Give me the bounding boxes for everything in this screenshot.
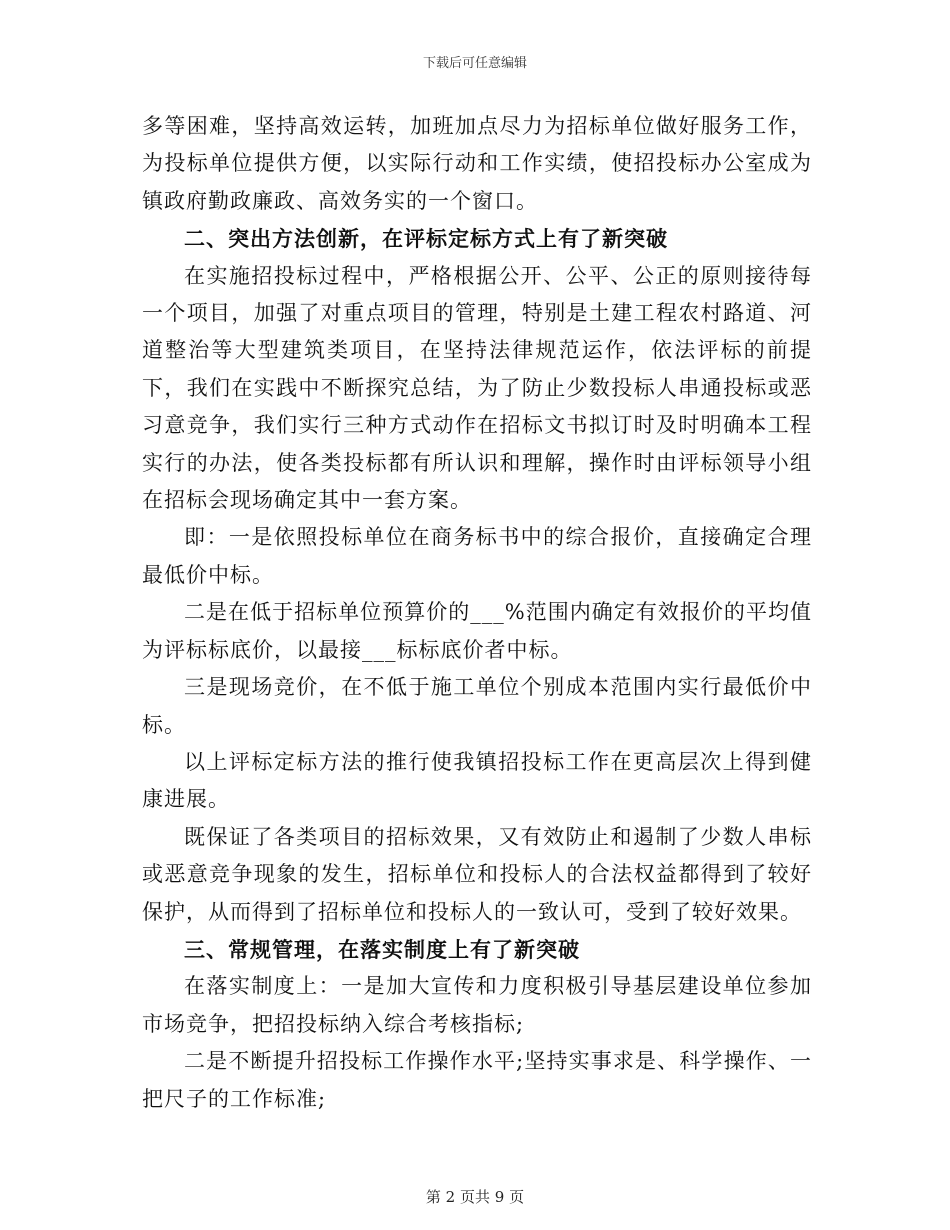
page-header: 下载后可任意编辑 [422,56,527,71]
section-heading-2: 二、突出方法创新，在评标定标方式上有了新突破 [184,226,668,252]
paragraph-continued: 多等困难，坚持高效运转，加班加点尽力为招标单位做好服务工作，为投标单位提供方便，以实际行动和工作实绩，使招投标办公室成为镇政府勤政廉政、高效务实的一个窗口。 [142,114,812,213]
document-body [142,108,812,1118]
paragraph: 三是现场竞价，在不低于施工单位个别成本范围内实行最低价中标。 [142,675,812,737]
paragraph: 既保证了各类项目的招标效果，又有效防止和遏制了少数人串标或恶意竞争现象的发生，招标单位和投标人的合法权益都得到了较好保护，从而得到了招标单位和投标人的一致认可，受到了较好效果。 [142,824,812,924]
paragraph: 以上评标定标方法的推行使我镇招投标工作在更高层次上得到健康进展。 [142,749,812,812]
paragraph: 二是不断提升招投标工作操作水平;坚持实事求是、科学操作、一把尺子的工作标准; [142,1049,812,1111]
paragraph: 在实施招投标过程中，严格根据公开、公平、公正的原则接待每一个项目，加强了对重点项目的管理，特别是土建工程农村路道、河道整治等大型建筑类项目，在坚持法律规范运作，依法评标的前提下，我们在实践中不断探究总结，为了防止少数投标人串通投标或恶习意竞争，我们实行三种方式动作在招标文书拟订时及时明确本工程实行的办法，使各类投标都有所认识和理解，操作时由评标领导小组在招标会现场确定其中一套方案。 [142,263,812,513]
page-footer: 第 2 页共 9 页 [425,1188,525,1206]
paragraph: 即：一是依照投标单位在商务标书中的综合报价，直接确定合理最低价中标。 [142,525,812,587]
paragraph: 二是在低于招标单位预算价的___%范围内确定有效报价的平均值为评标标底价，以最接___标标底价者中标。 [142,600,812,662]
section-heading-3: 三、常规管理，在落实制度上有了新突破 [184,936,580,962]
paragraph: 在落实制度上：一是加大宣传和力度积极引导基层建设单位参加市场竞争，把招投标纳入综合考核指标; [142,974,812,1036]
